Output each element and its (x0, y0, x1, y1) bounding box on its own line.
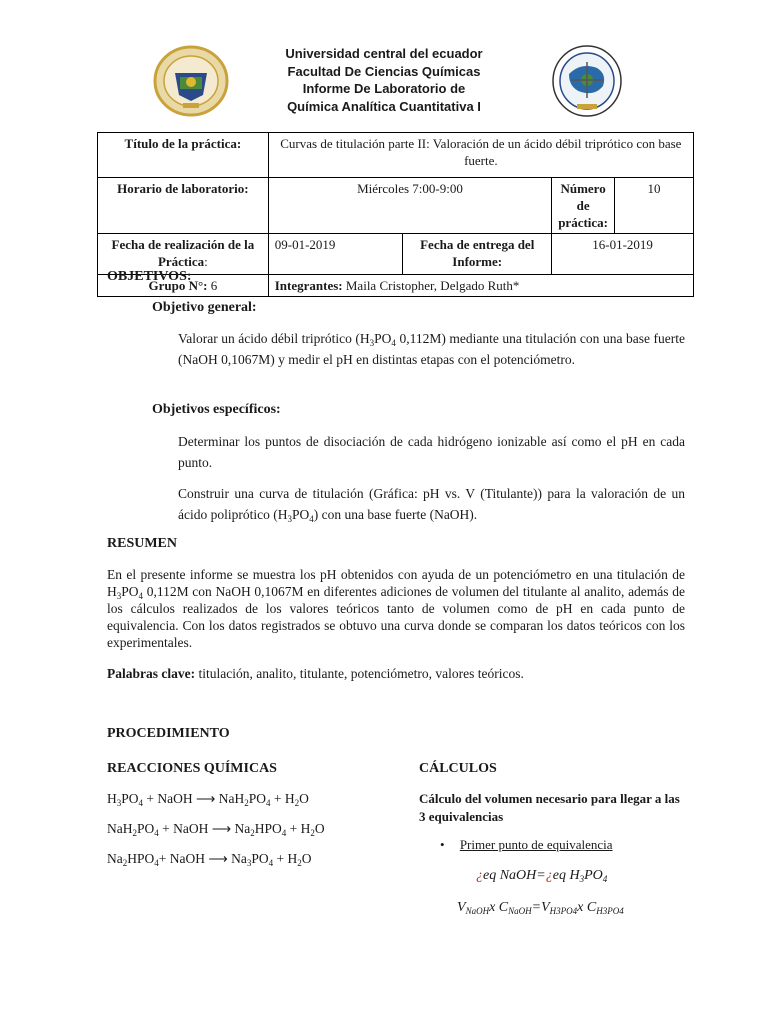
fecha-entrega-label: Fecha de entrega del Informe: (403, 234, 552, 275)
titulo-value: Curvas de titulación parte II: Valoración de un ácido débil triprótico con base fuerte. (268, 133, 693, 178)
bullet-icon: • (440, 837, 445, 852)
integrantes-label: Integrantes: (274, 278, 343, 293)
equation-1: ¿eq NaOH=¿eq $H_3PO_4$ (476, 868, 608, 884)
course-name: Química Analítica Cuantitativa I (287, 98, 481, 114)
document-header (0, 45, 768, 115)
bullet-primer-punto (440, 837, 613, 853)
grupo-label: Grupo N°: (148, 278, 208, 293)
palabras-clave-label: Palabras clave: (107, 666, 196, 681)
equation-2: $V_{NaOH}x$ $C_{NaOH}=V_{H3PO4}x$ $C_{H3PO4}$ (457, 900, 624, 916)
fecha-entrega-value: 16-01-2019 (552, 234, 694, 275)
integrantes-value: Maila Cristopher, Delgado Ruth* (345, 278, 520, 293)
objetivo-especifico-2: Construir una curva de titulación (Gráfica: pH vs. V (Titulante)) para la valoración de un ácido poliprótico $(H_3PO_4)$ con una base fuerte (NaOH). (178, 486, 685, 524)
resumen-text: En el presente informe se muestra los pH obtenidos con ayuda de un potenciómetro en una titulación de $H_3PO_4$ 0,112M con NaOH 0,1067M en diferentes adiciones de volumen del titulante al analito, además de los cálculos realizados de los valores teóricos tanto de volumen como de pH en cada punto de equivalencia. Con los datos registrados se obtuvo una curva donde se comparan los datos teóricos con los experimentales. (107, 567, 685, 650)
numero-label: Número de práctica: (552, 178, 615, 233)
objetivo-general-heading: Objetivo general: (152, 300, 257, 315)
horario-value: Miércoles 7:00-9:00 (268, 178, 551, 234)
numero-value: 10 (647, 181, 661, 196)
integrantes-cell (268, 275, 693, 297)
titulo-label: Título de la práctica: (98, 133, 269, 178)
reaccion-2: $NaH_2PO_4$ + NaOH ⟶ $Na_2HPO_4 + H_2O$ (107, 821, 325, 838)
objetivos-especificos-heading: Objetivos específicos: (152, 402, 281, 417)
table-row (98, 178, 694, 234)
resumen-heading: RESUMEN (107, 536, 178, 551)
objetivo-especifico-1: Determinar los puntos de disociación de cada hidrógeno ionizable así como el pH en cada punto. (178, 434, 685, 470)
table-row (98, 133, 694, 178)
fecha-realizacion-value: 09-01-2019 (268, 234, 403, 275)
reaccion-3: $Na_2HPO_4+$ NaOH ⟶ $Na_3PO_4 + H_2O$ (107, 851, 312, 868)
university-name: Universidad central del ecuador (285, 46, 483, 61)
reacciones-heading: REACCIONES QUÍMICAS (107, 761, 277, 776)
horario-label: Horario de laboratorio: (98, 178, 269, 234)
palabras-clave-value: titulación, analito, titulante, potenciómetro, valores teóricos. (198, 666, 524, 681)
bullet-primer-punto-label: Primer punto de equivalencia (459, 837, 613, 852)
numero-cell (552, 178, 694, 234)
calculos-heading: CÁLCULOS (419, 761, 497, 776)
fecha-realizacion-label: Fecha de realización de la Práctica: (98, 234, 269, 275)
calculos-subheading: Cálculo del volumen necesario para llegar a las 3 equivalencias (419, 791, 680, 824)
procedimiento-heading: PROCEDIMIENTO (107, 726, 230, 741)
objetivo-general-text: Valorar un ácido débil triprótico ($H_3PO_4$ 0,112M) mediante una titulación con una base fuerte (NaOH 0,1067M) y medir el pH en distintas etapas con el potenciómetro. (178, 331, 685, 367)
objetivos-heading: OBJETIVOS: (107, 269, 192, 284)
palabras-clave (107, 666, 524, 682)
faculty-name: Facultad De Ciencias Químicas (287, 63, 481, 79)
grupo-value: 6 (210, 278, 218, 293)
report-type: Informe De Laboratorio de (302, 81, 466, 96)
reaccion-1: $H_3PO_4$ + NaOH ⟶ $NaH_2PO_4 + H_2O$ (107, 791, 309, 808)
